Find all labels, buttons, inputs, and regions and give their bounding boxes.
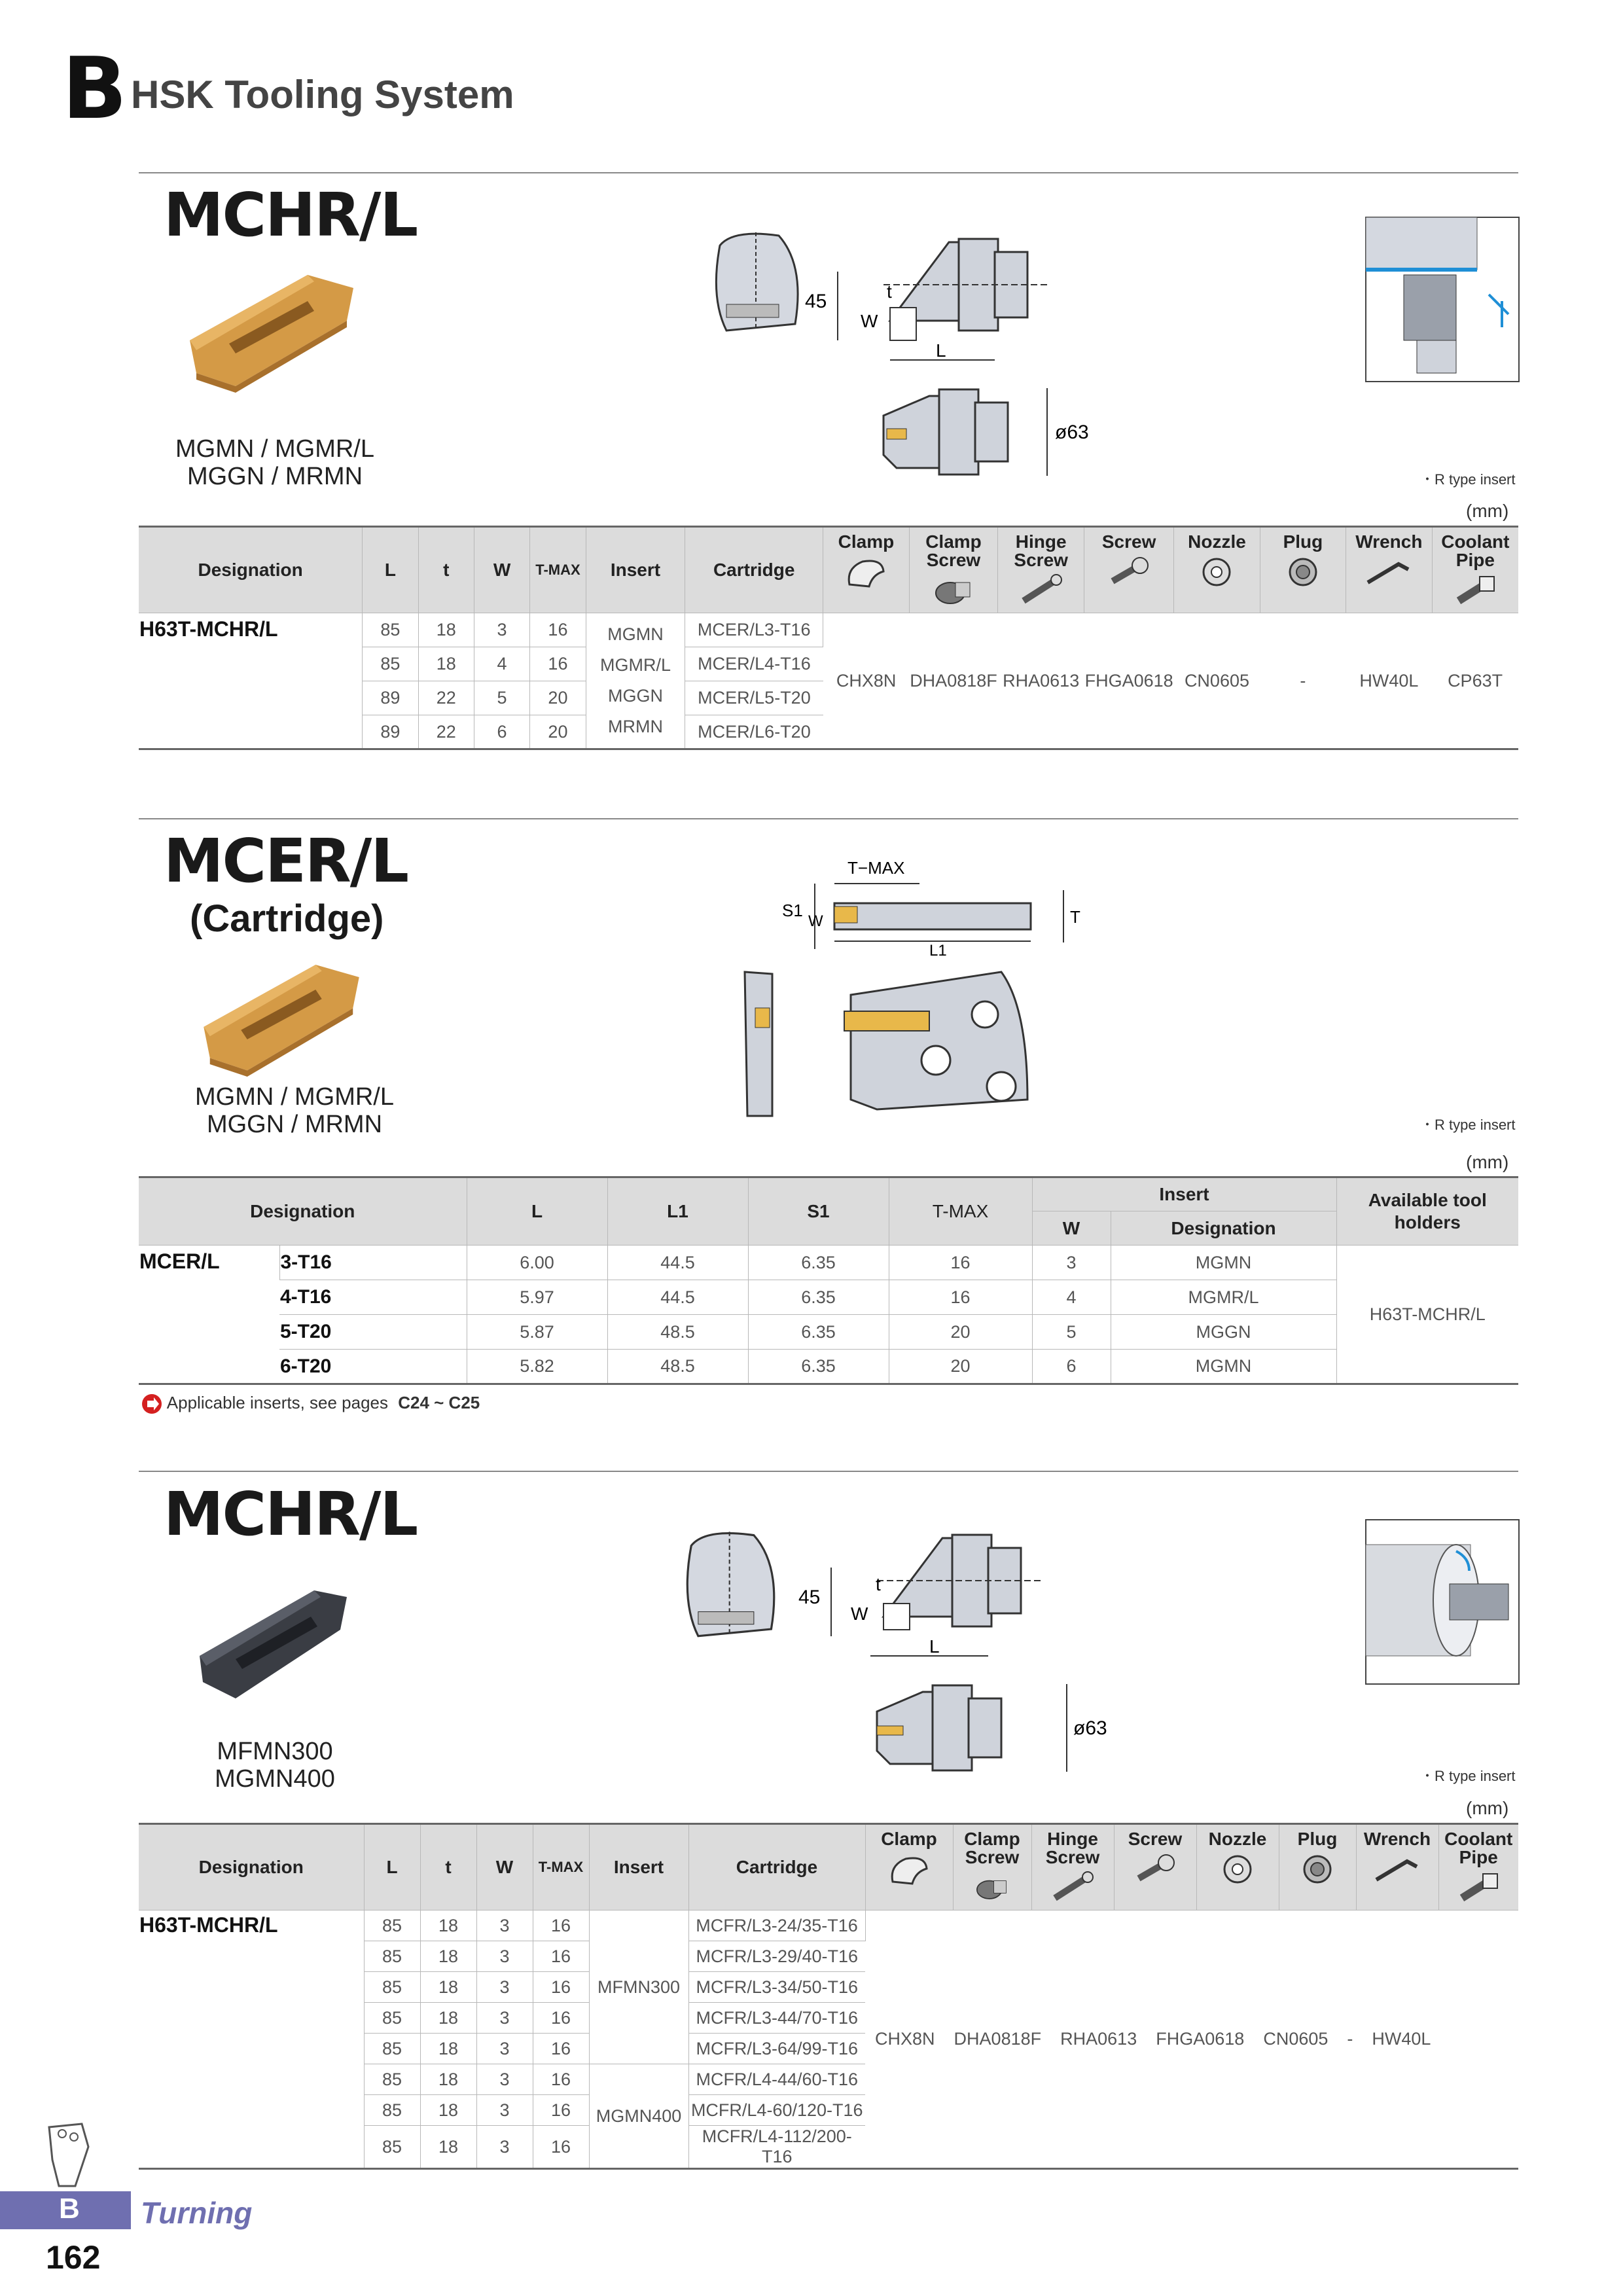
col-holders: Available tool holders xyxy=(1336,1177,1518,1246)
clamp-icon xyxy=(886,1852,932,1888)
table-cell: 5-T20 xyxy=(279,1315,467,1350)
col-clamp: Clamp xyxy=(865,1824,953,1910)
table-cell: MGMR/L xyxy=(1111,1280,1336,1315)
table-cell: 18 xyxy=(420,2126,476,2169)
screw-icon xyxy=(1132,1852,1178,1885)
col-insert: Insert xyxy=(1032,1177,1336,1211)
table-cell: 44.5 xyxy=(607,1246,748,1280)
col-coolant-pipe: Coolant Pipe xyxy=(1432,527,1518,613)
table-cell: 18 xyxy=(420,2034,476,2064)
col-wrench: Wrench xyxy=(1356,1824,1438,1910)
section-subtitle: (Cartridge) xyxy=(190,897,384,940)
table-header-cell: Cartridge xyxy=(688,1824,865,1910)
designation-cell: H63T-MCHR/L xyxy=(139,1910,364,2169)
table-cell: 85 xyxy=(364,2003,420,2034)
table-cell: MCFR/L3-64/99-T16 xyxy=(688,2034,865,2064)
section-title: MCHR/L xyxy=(164,1479,418,1549)
table-cell: 44.5 xyxy=(607,1280,748,1315)
col-hinge-screw: Hinge Screw xyxy=(1031,1824,1114,1910)
table-cell: 3 xyxy=(476,1941,533,1972)
table-cell: 18 xyxy=(420,2003,476,2034)
cell-screw: FHGA0618 xyxy=(1156,2029,1245,2049)
cell-insert-b: MGMN400 xyxy=(589,2064,688,2169)
col-designation: Designation xyxy=(139,1177,467,1246)
table-cell: 22 xyxy=(418,715,474,749)
applicable-note-text: Applicable inserts, see pages xyxy=(166,1393,388,1412)
table-cell: 3 xyxy=(476,2003,533,2034)
dim-l-label: L xyxy=(929,1636,940,1657)
dark-insert-image xyxy=(196,1577,353,1708)
table-cell: 85 xyxy=(364,1972,420,2003)
table-header-cell: T-MAX xyxy=(533,1824,589,1910)
mcer-table xyxy=(139,1176,1518,1385)
table-cell: 6.35 xyxy=(748,1315,889,1350)
table-cell: 18 xyxy=(420,2095,476,2126)
col-l1: L1 xyxy=(607,1177,748,1246)
cell-clamp-screw: DHA0818F xyxy=(910,670,997,691)
col-coolant-pipe: Coolant Pipe xyxy=(1438,1824,1518,1910)
table-cell: 20 xyxy=(889,1315,1032,1350)
cell-cartridge: MCER/L3-T16 xyxy=(685,613,823,647)
screw-icon xyxy=(1106,555,1152,588)
table-cell: 4 xyxy=(474,647,529,681)
table-cell: MCER/L5-T20 xyxy=(685,681,823,715)
applicable-inserts-link[interactable] xyxy=(141,1393,480,1415)
cell-tmax: 16 xyxy=(530,613,586,647)
section-title: MCER/L xyxy=(164,826,408,896)
dim-dia-label: ø63 xyxy=(1073,1717,1107,1739)
table-header-cell: t xyxy=(420,1824,476,1910)
col-tmax: T-MAX xyxy=(889,1177,1032,1246)
table-cell: 85 xyxy=(364,1941,420,1972)
dim-t-label: t xyxy=(876,1574,881,1594)
holder-side-view xyxy=(798,223,1060,373)
r-type-note: ・R type insert xyxy=(1420,1117,1516,1133)
divider xyxy=(139,172,1518,173)
table-cell: 3 xyxy=(476,2034,533,2064)
divider xyxy=(139,1471,1518,1472)
nozzle-icon xyxy=(1215,1852,1260,1885)
col-screw: Screw xyxy=(1114,1824,1196,1910)
mchr-table-2 xyxy=(139,1823,1518,2170)
table-cell: 48.5 xyxy=(607,1350,748,1384)
table-cell: 3 xyxy=(476,2126,533,2169)
section-letter: B xyxy=(62,39,128,138)
arrow-circle-icon xyxy=(141,1393,163,1415)
col-cartridge: Cartridge xyxy=(685,527,823,613)
designation-cell: H63T-MCHR/L xyxy=(139,613,363,749)
cell-clamp-screw: DHA0818F xyxy=(954,2029,1042,2049)
table-cell: MCER/L6-T20 xyxy=(685,715,823,749)
table-cell: 85 xyxy=(364,2095,420,2126)
table-cell: 5.82 xyxy=(467,1350,607,1384)
applicable-pages: C24 ~ C25 xyxy=(398,1393,480,1412)
table-cell: 16 xyxy=(530,647,586,681)
plug-icon xyxy=(1294,1852,1340,1885)
table-cell: 4 xyxy=(1032,1280,1111,1315)
cell-nozzle: CN0605 xyxy=(1184,670,1249,691)
col-clamp: Clamp xyxy=(823,527,910,613)
unit-label: (mm) xyxy=(1466,501,1509,521)
parts-cell xyxy=(865,1910,1518,2169)
clamp-screw-icon xyxy=(972,1871,1012,1903)
r-type-note: ・R type insert xyxy=(1420,471,1516,488)
clamp-icon xyxy=(843,555,889,591)
col-hinge-screw: Hinge Screw xyxy=(998,527,1084,613)
hinge-screw-icon xyxy=(1050,1871,1096,1903)
table-cell: 16 xyxy=(533,2003,589,2034)
table-cell: 6 xyxy=(1032,1350,1111,1384)
col-l: L xyxy=(467,1177,607,1246)
turning-tool-icon xyxy=(36,2121,95,2193)
col-plug: Plug xyxy=(1279,1824,1356,1910)
coolant-pipe-icon xyxy=(1452,573,1498,606)
r-type-note: ・R type insert xyxy=(1420,1768,1516,1784)
mchr-table-1 xyxy=(139,526,1518,750)
table-cell: 5 xyxy=(1032,1315,1111,1350)
table-cell: 16 xyxy=(533,2095,589,2126)
wrench-icon xyxy=(1363,555,1415,588)
table-cell: 4-T16 xyxy=(279,1280,467,1315)
col-insert: Insert xyxy=(586,527,685,613)
cell-wrench: HW40L xyxy=(1359,670,1419,691)
table-cell: 18 xyxy=(420,1972,476,2003)
l1-label: L1 xyxy=(929,942,947,956)
table-cell: 85 xyxy=(363,647,418,681)
coolant-pipe-icon xyxy=(1455,1871,1501,1903)
table-cell: 85 xyxy=(364,2064,420,2095)
table-cell: 16 xyxy=(533,2034,589,2064)
cartridge-edge-view xyxy=(740,969,779,1119)
table-cell: 18 xyxy=(420,2064,476,2095)
table-cell: MGMN xyxy=(1111,1246,1336,1280)
table-cell: 3 xyxy=(476,2064,533,2095)
application-view xyxy=(1364,216,1520,383)
table-cell: 6-T20 xyxy=(279,1350,467,1384)
plug-icon xyxy=(1280,555,1326,588)
table-cell: 5 xyxy=(474,681,529,715)
table-cell: 18 xyxy=(420,1941,476,1972)
col-clamp-screw: Clamp Screw xyxy=(953,1824,1031,1910)
unit-label: (mm) xyxy=(1466,1798,1509,1818)
clamp-screw-icon xyxy=(931,573,976,606)
holder-top-view xyxy=(864,1679,1113,1777)
dim-t-label: t xyxy=(887,281,892,302)
gold-insert-image xyxy=(196,952,366,1077)
holder-top-view xyxy=(870,383,1093,481)
t-label: T xyxy=(1070,907,1080,927)
table-cell: 3 xyxy=(1032,1246,1111,1280)
table-cell: MCFR/L4-60/120-T16 xyxy=(688,2095,865,2126)
col-insert-designation: Designation xyxy=(1111,1211,1336,1246)
wrench-icon xyxy=(1371,1852,1423,1885)
nozzle-icon xyxy=(1194,555,1240,588)
table-cell: MGGN xyxy=(1111,1315,1336,1350)
col-wrench: Wrench xyxy=(1346,527,1433,613)
table-cell: 85 xyxy=(364,2126,420,2169)
col-t: t xyxy=(418,527,474,613)
table-cell: 6 xyxy=(474,715,529,749)
dim-w-label: W xyxy=(861,311,878,331)
table-cell: 20 xyxy=(889,1350,1032,1384)
cell-t: 18 xyxy=(418,613,474,647)
table-header-cell: Insert xyxy=(589,1824,688,1910)
cell-plug: - xyxy=(1300,670,1306,691)
cell-nozzle: CN0605 xyxy=(1263,2029,1329,2049)
cell-coolant-pipe: CP63T xyxy=(1448,670,1503,691)
table-cell: MCFR/L3-34/50-T16 xyxy=(688,1972,865,2003)
dim-w-label: W xyxy=(851,1604,868,1624)
table-cell: 16 xyxy=(533,1910,589,1941)
gold-insert-image xyxy=(183,262,360,393)
unit-label: (mm) xyxy=(1466,1152,1509,1172)
application-view xyxy=(1364,1518,1520,1685)
table-cell: 16 xyxy=(889,1246,1032,1280)
section-title: MCHR/L xyxy=(164,180,418,250)
col-s1: S1 xyxy=(748,1177,889,1246)
group-cell: MCER/L xyxy=(139,1246,279,1384)
table-cell: MCFR/L4-44/60-T16 xyxy=(688,2064,865,2095)
table-cell: 18 xyxy=(418,647,474,681)
table-cell: 5.97 xyxy=(467,1280,607,1315)
table-cell: 16 xyxy=(889,1280,1032,1315)
table-cell: 20 xyxy=(530,681,586,715)
table-cell: 85 xyxy=(364,1910,420,1941)
col-l: L xyxy=(363,527,418,613)
table-cell: 18 xyxy=(420,1910,476,1941)
dim-dia-label: ø63 xyxy=(1055,422,1089,443)
col-w: W xyxy=(474,527,529,613)
tmax-label: T−MAX xyxy=(847,858,905,878)
table-cell: 48.5 xyxy=(607,1315,748,1350)
table-header-cell: W xyxy=(476,1824,533,1910)
cartridge-front-view xyxy=(838,969,1034,1116)
insert-cell: MGMN MGMR/L MGGN MRMN xyxy=(586,613,685,749)
table-cell: 6.35 xyxy=(748,1350,889,1384)
table-cell: MCFR/L3-24/35-T16 xyxy=(688,1910,865,1941)
table-cell: 20 xyxy=(530,715,586,749)
page-number: 162 xyxy=(46,2239,101,2276)
col-clamp-screw: Clamp Screw xyxy=(909,527,998,613)
page-header-title: HSK Tooling System xyxy=(131,73,514,117)
col-designation: Designation xyxy=(139,1824,364,1910)
cell-clamp: CHX8N xyxy=(875,2029,935,2049)
col-nozzle: Nozzle xyxy=(1174,527,1260,613)
table-cell: MGMN xyxy=(1111,1350,1336,1384)
cartridge-side-view xyxy=(782,857,1109,956)
table-cell: 6.35 xyxy=(748,1246,889,1280)
col-tmax: T-MAX xyxy=(530,527,586,613)
table-cell: 16 xyxy=(533,2064,589,2095)
cell-screw: FHGA0618 xyxy=(1084,670,1173,691)
table-cell: MCER/L4-T16 xyxy=(685,647,823,681)
w-label: W xyxy=(808,912,823,930)
table-cell: 6.00 xyxy=(467,1246,607,1280)
table-cell: 5.87 xyxy=(467,1315,607,1350)
table-cell: MCFR/L3-29/40-T16 xyxy=(688,1941,865,1972)
table-cell: 3 xyxy=(476,1910,533,1941)
cell-wrench: HW40L xyxy=(1372,2029,1431,2049)
col-plug: Plug xyxy=(1260,527,1346,613)
dim-l-label: L xyxy=(936,340,946,361)
table-cell: 16 xyxy=(533,2126,589,2169)
table-cell: 89 xyxy=(363,715,418,749)
cell-clamp: CHX8N xyxy=(836,670,897,691)
table-cell: 3 xyxy=(476,1972,533,2003)
table-cell: 6.35 xyxy=(748,1280,889,1315)
table-cell: 16 xyxy=(533,1941,589,1972)
dim-45-label: 45 xyxy=(805,291,827,312)
col-nozzle: Nozzle xyxy=(1196,1824,1279,1910)
cell-l: 85 xyxy=(363,613,418,647)
table-header-cell: L xyxy=(364,1824,420,1910)
cell-insert-a: MFMN300 xyxy=(589,1910,688,2064)
s1-label: S1 xyxy=(782,901,803,920)
holder-side-view xyxy=(792,1518,1054,1669)
cell-hinge-screw: RHA0613 xyxy=(1060,2029,1137,2049)
holder-front-view xyxy=(707,226,812,337)
cell-hinge-screw: RHA0613 xyxy=(1003,670,1080,691)
col-designation: Designation xyxy=(139,527,363,613)
footer-section-name: Turning xyxy=(141,2196,253,2230)
col-insert-w: W xyxy=(1032,1211,1111,1246)
insert-types-label: MFMN300 MGMN400 xyxy=(215,1738,335,1793)
table-cell: 22 xyxy=(418,681,474,715)
cell-plug: - xyxy=(1347,2029,1353,2049)
table-cell: MCFR/L3-44/70-T16 xyxy=(688,2003,865,2034)
cell-holder: H63T-MCHR/L xyxy=(1336,1246,1518,1384)
holder-front-view xyxy=(677,1522,789,1646)
divider xyxy=(139,818,1518,819)
table-cell: 3 xyxy=(476,2095,533,2126)
dim-45-label: 45 xyxy=(798,1587,821,1608)
col-screw: Screw xyxy=(1084,527,1174,613)
table-cell: MCFR/L4-112/200-T16 xyxy=(688,2126,865,2169)
insert-types-label: MGMN / MGMR/L MGGN / MRMN xyxy=(195,1083,394,1138)
cell-w: 3 xyxy=(474,613,529,647)
footer-tab-letter: B xyxy=(59,2193,80,2225)
table-cell: 89 xyxy=(363,681,418,715)
insert-types-label: MGMN / MGMR/L MGGN / MRMN xyxy=(175,435,374,490)
cell-code: 3-T16 xyxy=(279,1246,467,1280)
hinge-screw-icon xyxy=(1018,573,1064,606)
table-cell: 16 xyxy=(533,1972,589,2003)
table-cell: 85 xyxy=(364,2034,420,2064)
